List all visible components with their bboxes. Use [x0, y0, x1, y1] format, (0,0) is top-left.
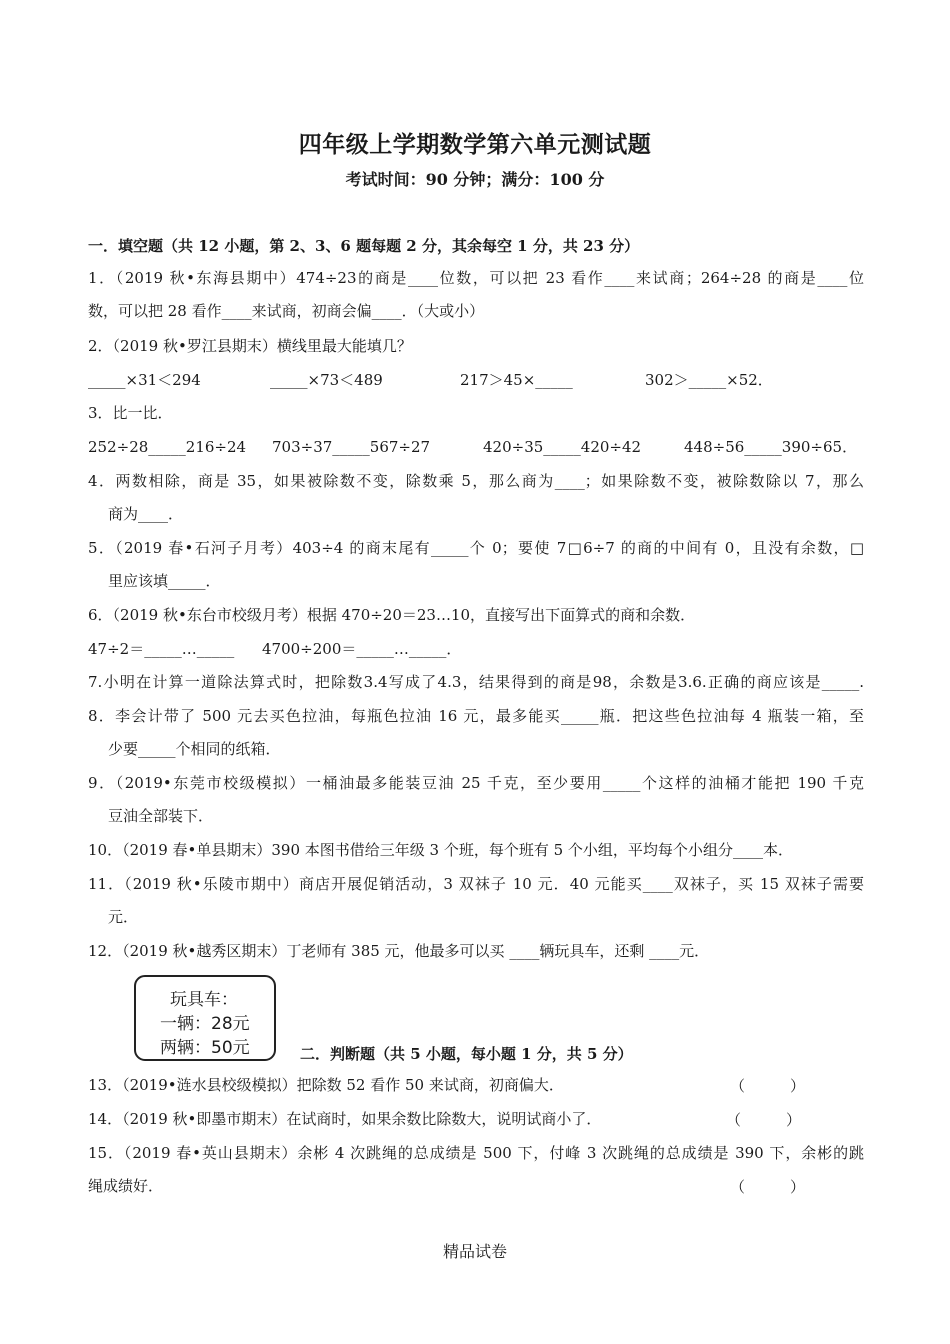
question-15-line-2: 绳成绩好．: [88, 1177, 164, 1195]
question-5-line-1: 5．（2019 春•石河子月考）403÷4 的商末尾有_____个 0；要使 7□6÷7 的商的中间有 0，且没有余数，□: [88, 539, 864, 557]
question-6-item-1: 47÷2＝_____…_____: [88, 640, 235, 658]
toy-car-price-one: 一辆：28元: [160, 1014, 250, 1034]
question-9-line-2: 豆油全部装下．: [108, 807, 214, 825]
question-8-line-1: 8．李会计带了 500 元去买色拉油，每瓶色拉油 16 元，最多能买_____瓶．把这些色拉油每 4 瓶装一箱，至: [88, 707, 864, 725]
question-3-item-4: 448÷56_____390÷65．: [684, 438, 858, 456]
question-12-line-1: 12．（2019 秋•越秀区期末）丁老师有 385 元，他最多可以买 ____辆玩具车，还剩 ____元．: [88, 942, 710, 960]
question-14-answer-parens: （ ）: [726, 1111, 802, 1129]
exam-subtitle: 考试时间：90 分钟；满分：100 分: [345, 170, 605, 189]
question-6-line-1: 6．（2019 秋•东台市校级月考）根据 470÷20＝23…10，直接写出下面算式的商和余数．: [88, 606, 696, 624]
section-true-false: 二．判断题（共 5 小题，每小题 1 分，共 5 分）: [300, 1045, 633, 1063]
question-5-line-2: 里应该填_____．: [108, 572, 221, 590]
question-8-line-2: 少要_____个相同的纸箱．: [108, 740, 281, 758]
question-11-line-1: 11．（2019 秋•乐陵市期中）商店开展促销活动，3 双袜子 10 元．40 元能买____双袜子，买 15 双袜子需要: [88, 875, 864, 893]
question-1-line-1: 1．（2019 秋•东海县期中）474÷23的商是____位数，可以把 23 看作____来试商；264÷28 的商是____位: [88, 269, 864, 287]
toy-car-label: 玩具车：: [170, 990, 238, 1010]
question-2-item-1: _____×31＜294: [88, 371, 201, 389]
exam-title: 四年级上学期数学第六单元测试题: [298, 131, 652, 158]
question-11-line-2: 元．: [108, 908, 139, 926]
question-3-item-3: 420÷35_____420÷42: [483, 438, 642, 456]
question-6-item-2: 4700÷200＝_____…_____．: [262, 640, 462, 658]
question-2-item-3: 217＞45×_____: [460, 371, 573, 389]
question-3-line-1: 3．比一比．: [88, 404, 173, 422]
question-13-answer-parens: （ ）: [730, 1077, 806, 1095]
question-3-item-1: 252÷28_____216÷24: [88, 438, 247, 456]
question-2-item-2: _____×73＜489: [270, 371, 383, 389]
question-3-item-2: 703÷37_____567÷27: [272, 438, 431, 456]
question-15-answer-parens: （ ）: [730, 1178, 806, 1196]
question-15-line-1: 15．（2019 春•英山县期末）余彬 4 次跳绳的总成绩是 500 下，付峰 3 次跳绳的总成绩是 390 下，余彬的跳: [88, 1144, 864, 1162]
question-13-line-1: 13．（2019•涟水县校级模拟）把除数 52 看作 50 来试商，初商偏大．: [88, 1076, 564, 1094]
question-9-line-1: 9．（2019•东莞市校级模拟）一桶油最多能装豆油 25 千克，至少要用_____个这样的油桶才能把 190 千克: [88, 774, 864, 792]
toy-car-price-two: 两辆：50元: [160, 1038, 250, 1058]
question-4-line-1: 4．两数相除，商是 35，如果被除数不变，除数乘 5，那么商为____；如果除数不变，被除数除以 7，那么: [88, 472, 864, 490]
question-14-line-1: 14．（2019 秋•即墨市期末）在试商时，如果余数比除数大，说明试商小了．: [88, 1110, 602, 1128]
question-2-line-1: 2．（2019 秋•罗江县期末）横线里最大能填几？: [88, 337, 412, 355]
question-7-line-1: 7.小明在计算一道除法算式时，把除数3.4写成了4.3，结果得到的商是98，余数是3.6.正确的商应该是_____.: [88, 673, 864, 691]
question-10-line-1: 10．（2019 春•单县期末）390 本图书借给三年级 3 个班，每个班有 5 个小组，平均每个小组分____本．: [88, 841, 793, 859]
page-footer: 精品试卷: [442, 1242, 507, 1261]
section-fill-in-blank: 一．填空题（共 12 小题，第 2、3、6 题每题 2 分，其余每空 1 分，共 23 分）: [88, 237, 640, 255]
question-2-item-4: 302＞_____×52．: [645, 371, 773, 389]
question-4-line-2: 商为____．: [108, 505, 184, 523]
toy-car-price-box: [134, 975, 276, 1061]
question-1-line-2: 数，可以把 28 看作____来试商，初商会偏____．（大或小）: [88, 302, 485, 320]
